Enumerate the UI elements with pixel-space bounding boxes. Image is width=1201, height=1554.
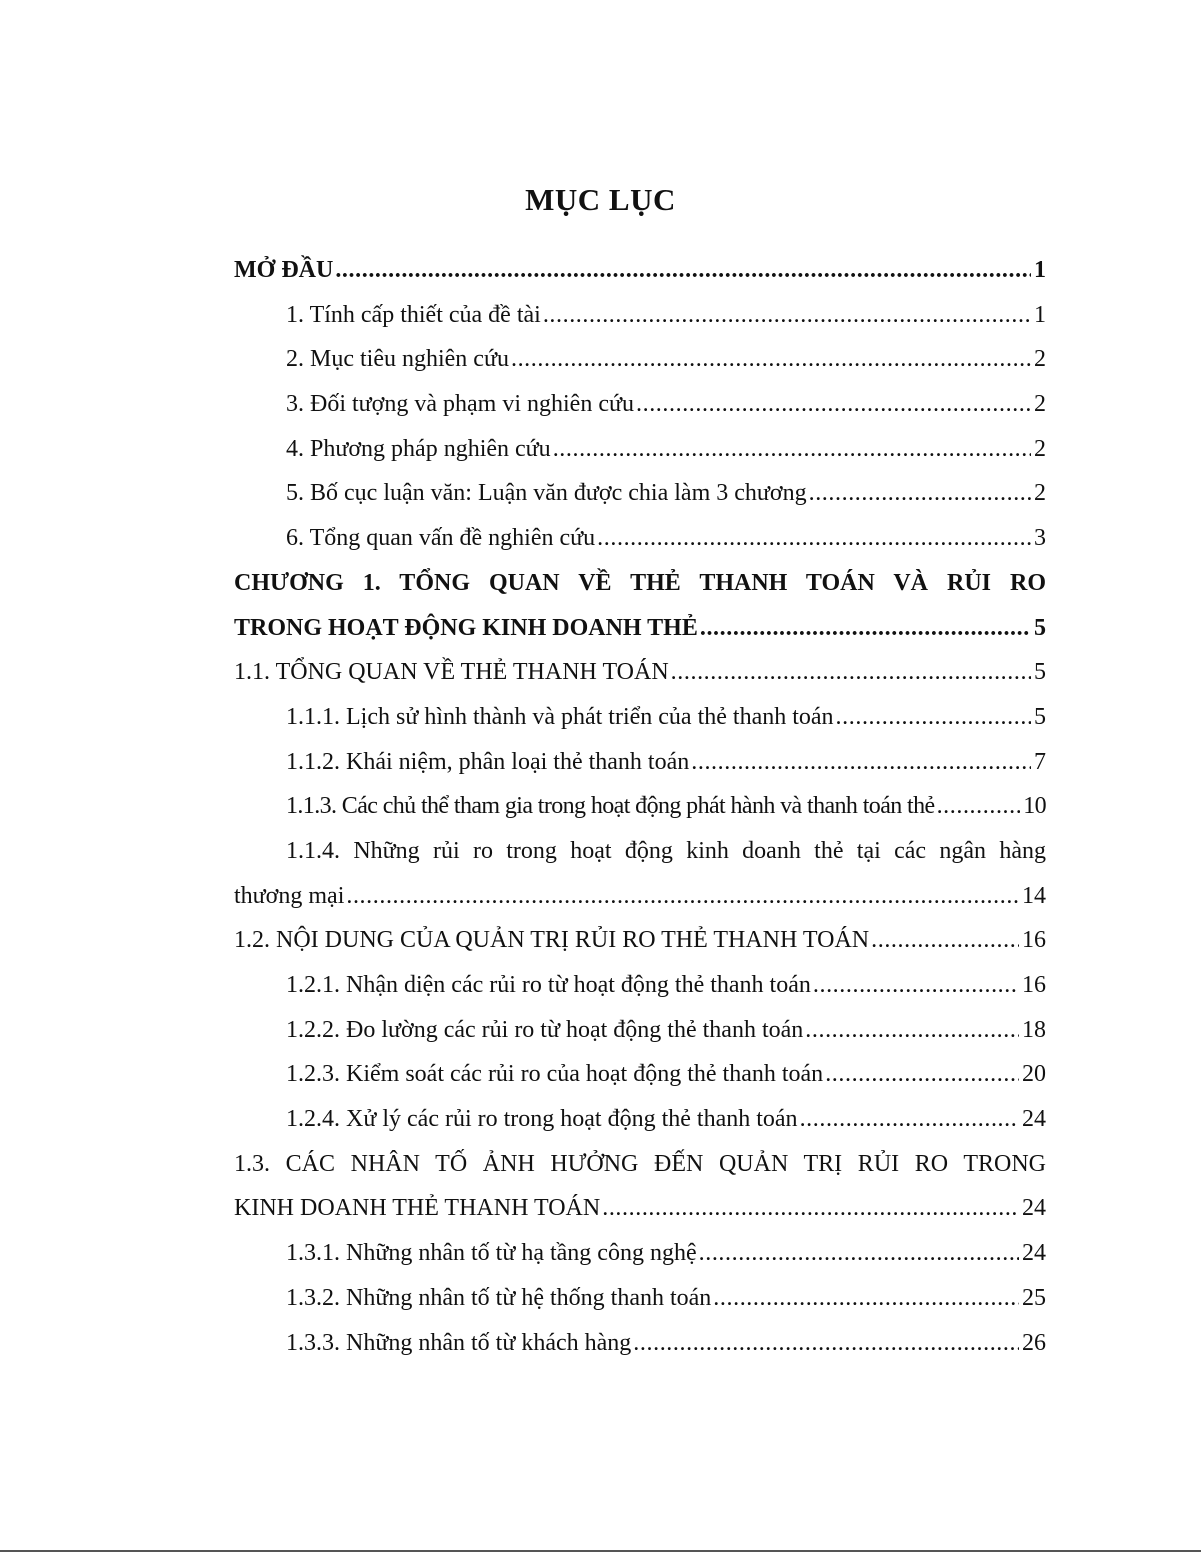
toc-entry-1-3[interactable] [234, 1142, 1046, 1187]
toc-entry-1-1-2[interactable] [234, 740, 1046, 785]
toc-entry-page: 18 [1022, 1016, 1046, 1043]
toc-entry-chuong-1[interactable] [234, 561, 1046, 606]
toc-entry-label: 5. Bố cục luận văn: Luận văn được chia làm 3 chương [286, 480, 807, 507]
dot-leader [691, 740, 1031, 785]
table-of-contents [234, 248, 1046, 1365]
toc-entry-4[interactable] [234, 427, 1046, 472]
toc-entry-label: 1.3.2. Những nhân tố từ hệ thống thanh toán [286, 1284, 712, 1311]
toc-entry-page: 16 [1022, 927, 1046, 954]
toc-entry-1-3-3[interactable] [234, 1321, 1046, 1366]
toc-entry-page: 16 [1022, 972, 1046, 998]
toc-entry-page: 24 [1022, 1195, 1046, 1222]
dot-leader [553, 427, 1031, 472]
toc-entry-1[interactable] [234, 293, 1046, 338]
toc-entry-1-1[interactable] [234, 650, 1046, 695]
dot-leader [699, 1231, 1019, 1276]
dot-leader [809, 471, 1031, 516]
dot-leader [836, 695, 1031, 740]
toc-entry-label: 1.1.1. Lịch sử hình thành và phát triển của thẻ thanh toán [286, 703, 834, 730]
page-bottom-divider [0, 1550, 1201, 1552]
toc-entry-1-3-cont[interactable] [234, 1186, 1046, 1231]
toc-entry-label: 1.2.4. Xử lý các rủi ro trong hoạt động thẻ thanh toán [286, 1106, 798, 1133]
toc-entry-label-line2: KINH DOANH THẺ THANH TOÁN [234, 1195, 601, 1222]
toc-entry-1-1-4[interactable] [234, 829, 1046, 874]
toc-entry-label-line1: CHƯƠNG 1. TỔNG QUAN VỀ THẺ THANH TOÁN VÀ RỦI RO [234, 569, 1046, 596]
toc-entry-page: 2 [1034, 346, 1046, 373]
toc-entry-page: 10 [1023, 793, 1046, 820]
dot-leader [813, 963, 1019, 1008]
toc-entry-1-1-4-cont[interactable] [234, 874, 1046, 919]
toc-entry-page: 24 [1022, 1106, 1046, 1133]
toc-entry-label: 1.2.1. Nhận diện các rủi ro từ hoạt động thẻ thanh toán [286, 972, 811, 998]
toc-entry-label: 1.2.2. Đo lường các rủi ro từ hoạt động thẻ thanh toán [286, 1016, 804, 1043]
toc-entry-label-line1: 1.1.4. Những rủi ro trong hoạt động kinh doanh thẻ tại các ngân hàng [286, 837, 1046, 864]
toc-entry-label: 6. Tổng quan vấn đề nghiên cứu [286, 525, 596, 552]
toc-entry-page: 2 [1034, 391, 1046, 418]
toc-entry-label-line2: thương mại [234, 882, 345, 909]
toc-entry-label: MỞ ĐẦU [234, 257, 334, 283]
toc-entry-page: 24 [1022, 1240, 1046, 1267]
toc-entry-page: 5 [1034, 659, 1046, 686]
dot-leader [871, 918, 1019, 963]
toc-entry-label: 1.3.3. Những nhân tố từ khách hàng [286, 1329, 632, 1356]
dot-leader [602, 1186, 1019, 1231]
toc-entry-page: 2 [1034, 435, 1046, 462]
dot-leader [937, 784, 1021, 829]
toc-entry-chuong-1-cont[interactable] [234, 606, 1046, 651]
toc-entry-1-3-1[interactable] [234, 1231, 1046, 1276]
dot-leader [511, 337, 1031, 382]
dot-leader [346, 874, 1019, 919]
toc-entry-2[interactable] [234, 337, 1046, 382]
toc-entry-page: 20 [1022, 1061, 1046, 1088]
toc-entry-label: 1.3.1. Những nhân tố từ hạ tầng công nghệ [286, 1240, 697, 1267]
toc-entry-page: 1 [1034, 257, 1046, 283]
dot-leader [671, 650, 1031, 695]
page-title: MỤC LỤC [525, 182, 676, 217]
toc-entry-label: 2. Mục tiêu nghiên cứu [286, 346, 509, 373]
toc-entry-label-line1: 1.3. CÁC NHÂN TỐ ẢNH HƯỞNG ĐẾN QUẢN TRỊ RỦI RO TRONG [234, 1150, 1046, 1177]
toc-entry-label: 1. Tính cấp thiết của đề tài [286, 301, 541, 328]
toc-entry-page: 5 [1034, 614, 1046, 641]
dot-leader [636, 382, 1031, 427]
toc-entry-label: 1.1. TỔNG QUAN VỀ THẺ THANH TOÁN [234, 659, 669, 686]
toc-entry-page: 3 [1034, 525, 1046, 552]
toc-entry-page: 7 [1034, 748, 1046, 775]
toc-entry-label: 3. Đối tượng và phạm vi nghiên cứu [286, 391, 634, 418]
dot-leader [700, 606, 1031, 651]
toc-entry-1-2-3[interactable] [234, 1052, 1046, 1097]
toc-entry-1-2-1[interactable] [234, 963, 1046, 1008]
toc-entry-1-2-2[interactable] [234, 1008, 1046, 1053]
toc-entry-label: 1.2. NỘI DUNG CỦA QUẢN TRỊ RỦI RO THẺ THANH TOÁN [234, 927, 870, 954]
dot-leader [335, 248, 1031, 293]
dot-leader [713, 1276, 1019, 1321]
dot-leader [800, 1097, 1019, 1142]
toc-entry-label: 4. Phương pháp nghiên cứu [286, 435, 551, 462]
dot-leader [805, 1008, 1019, 1053]
toc-entry-mo-dau[interactable] [234, 248, 1046, 293]
dot-leader [825, 1052, 1019, 1097]
toc-entry-page: 25 [1022, 1284, 1046, 1311]
toc-entry-page: 14 [1022, 882, 1046, 909]
toc-entry-page: 5 [1034, 703, 1046, 730]
toc-entry-page: 26 [1022, 1329, 1046, 1356]
toc-entry-3[interactable] [234, 382, 1046, 427]
toc-entry-1-1-1[interactable] [234, 695, 1046, 740]
toc-entry-1-3-2[interactable] [234, 1276, 1046, 1321]
dot-leader [597, 516, 1031, 561]
toc-entry-6[interactable] [234, 516, 1046, 561]
toc-entry-label: 1.2.3. Kiểm soát các rủi ro của hoạt động thẻ thanh toán [286, 1061, 824, 1088]
toc-entry-page: 2 [1034, 480, 1046, 507]
toc-entry-5[interactable] [234, 471, 1046, 516]
toc-entry-page: 1 [1034, 301, 1046, 328]
dot-leader [543, 293, 1031, 338]
toc-entry-label: 1.1.2. Khái niệm, phân loại thẻ thanh toán [286, 748, 690, 775]
toc-entry-1-2-4[interactable] [234, 1097, 1046, 1142]
toc-entry-label: 1.1.3. Các chủ thể tham gia trong hoạt động phát hành và thanh toán thẻ [286, 793, 935, 820]
dot-leader [633, 1321, 1019, 1366]
toc-entry-1-1-3[interactable] [234, 784, 1046, 829]
toc-entry-1-2[interactable] [234, 918, 1046, 963]
toc-entry-label-line2: TRONG HOẠT ĐỘNG KINH DOANH THẺ [234, 614, 698, 641]
